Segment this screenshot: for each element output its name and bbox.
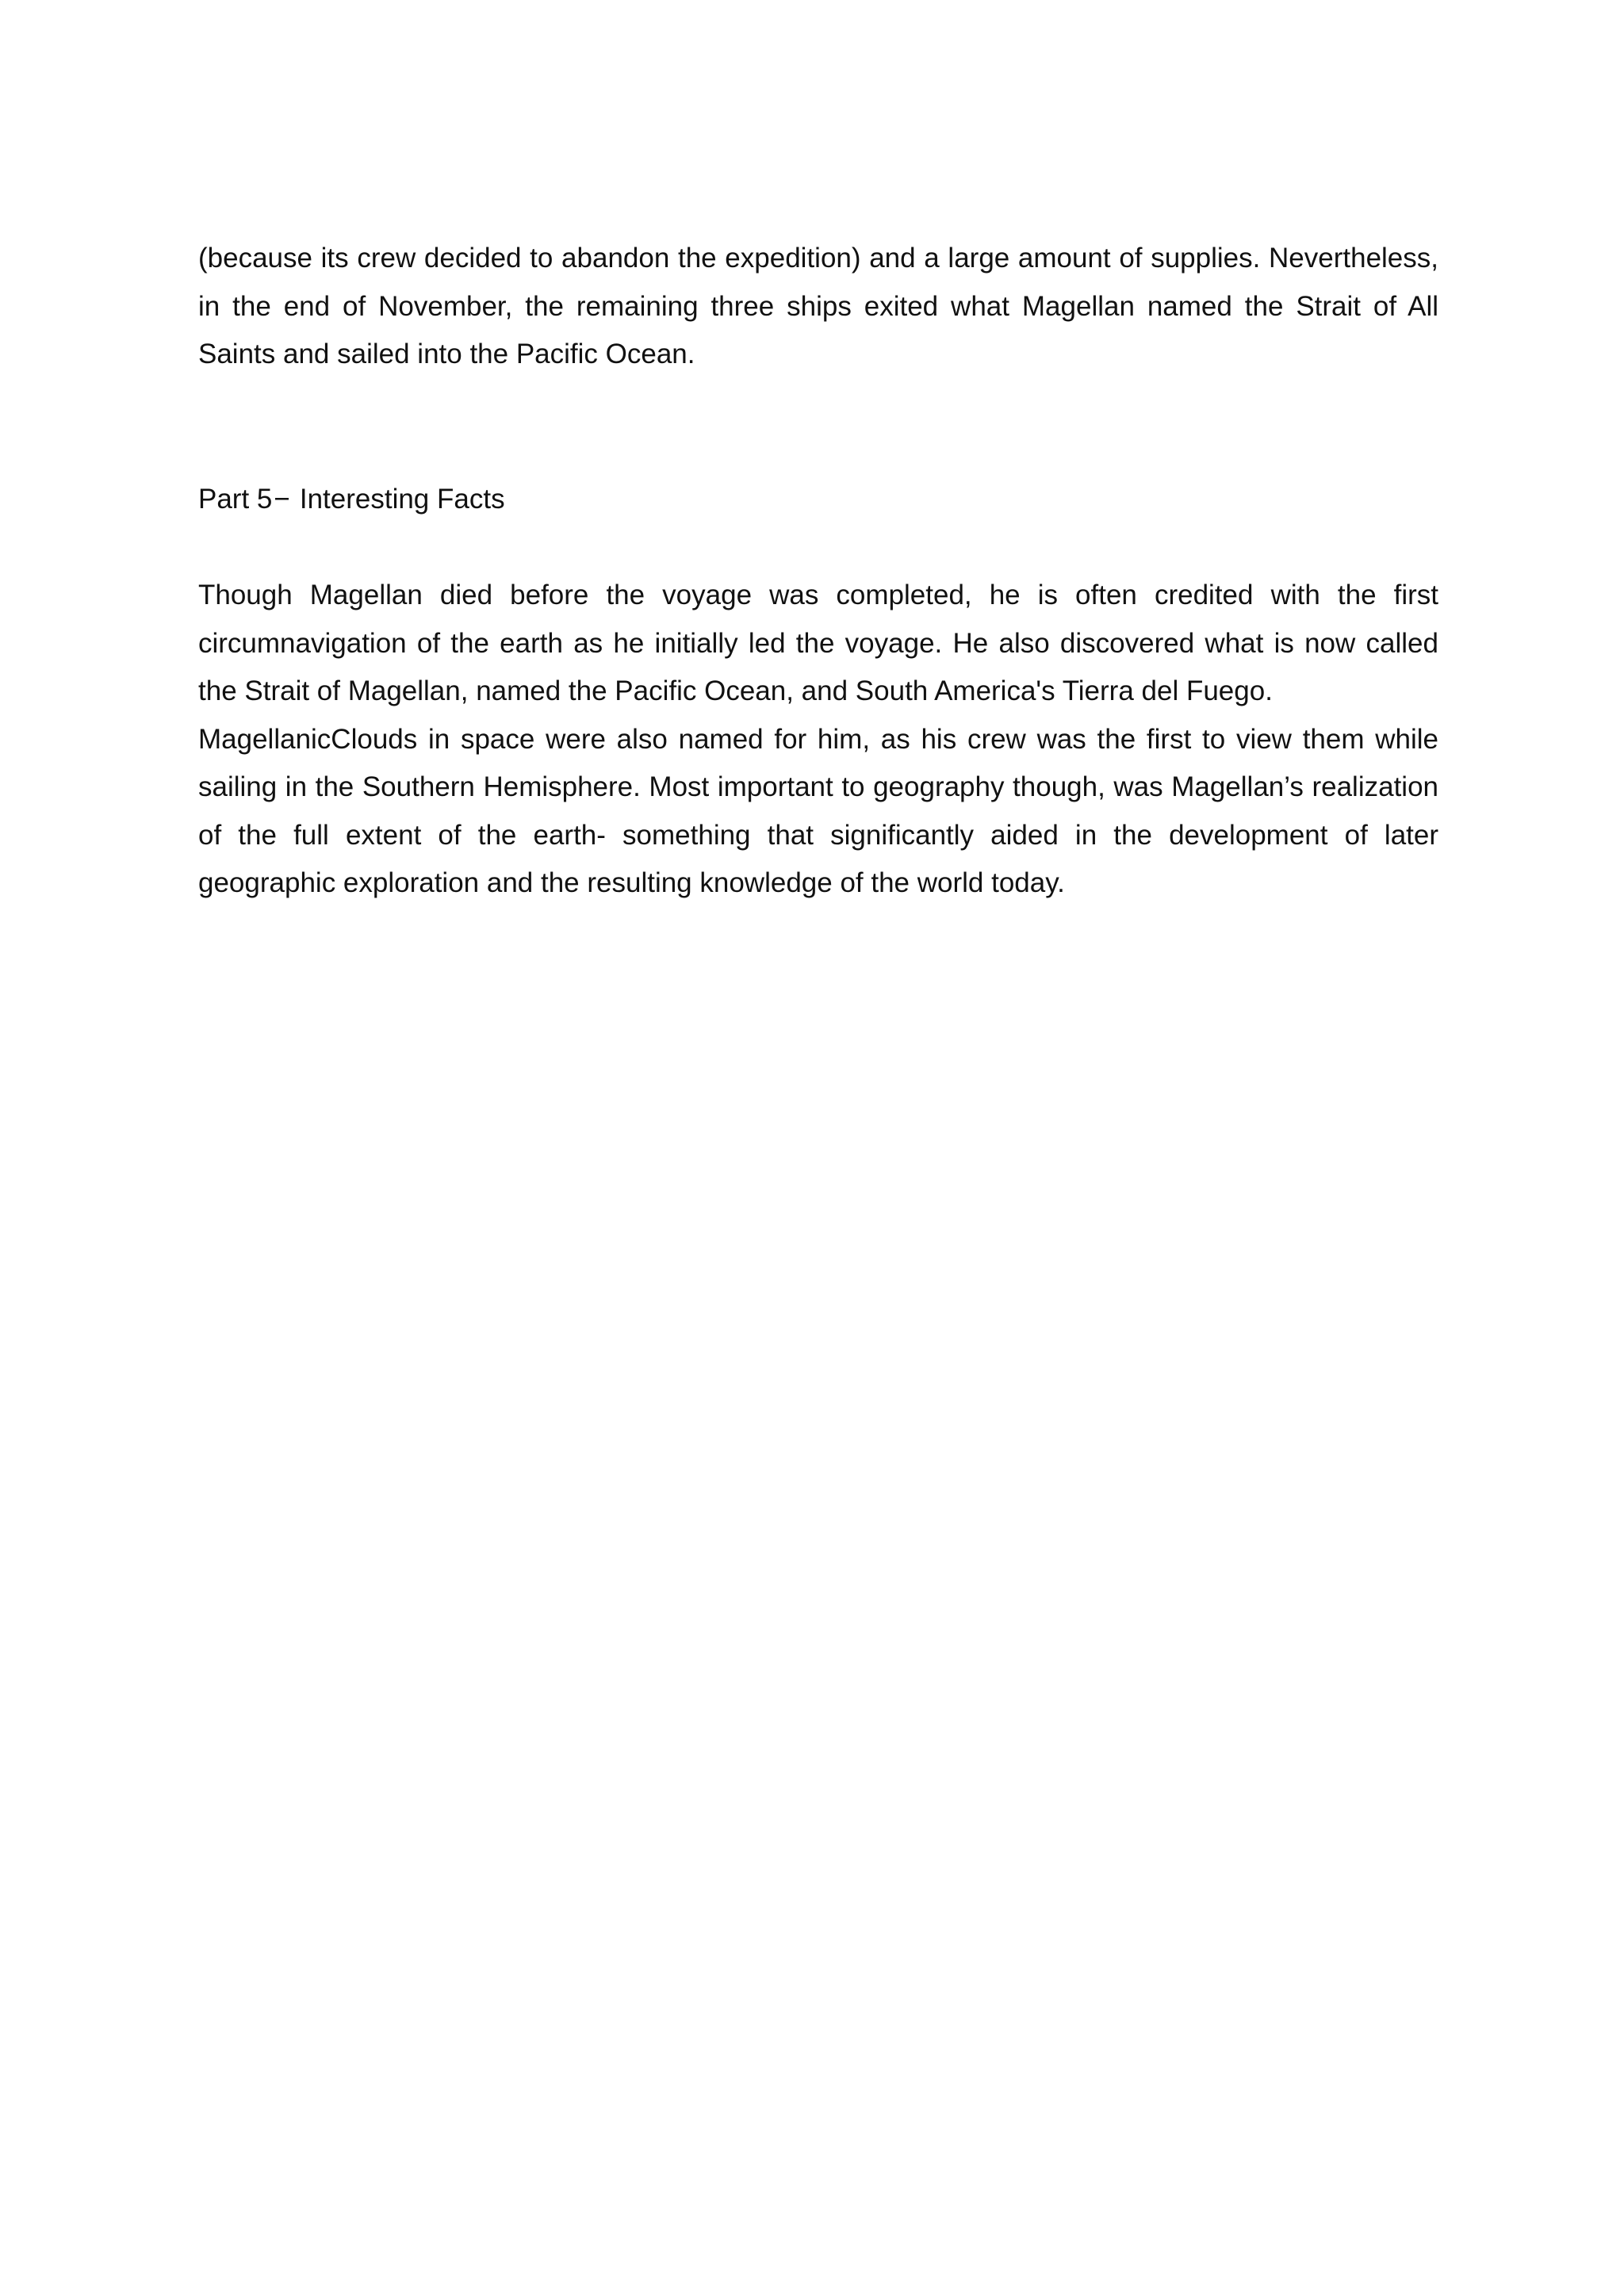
section-heading-part: Part 5 bbox=[198, 484, 273, 515]
section-heading bbox=[198, 476, 1438, 524]
section-heading-block bbox=[198, 476, 1438, 524]
facts-section bbox=[198, 572, 1438, 908]
section-heading-dash: − bbox=[274, 484, 290, 515]
continuation-paragraph: (because its crew decided to abandon the expedition) and a large amount of supplies. Nevertheless, in the end of November, the remaining three ships exited what Magellan named the Strait of All Saints and sailed into the Pacific Ocean. bbox=[198, 243, 1438, 369]
facts-paragraph-2: MagellanicClouds in space were also named for him, as his crew was the first to view them while sailing in the Southern Hemisphere. Most important to geography though, was Magellan’s realization of the full extent of the earth- something that significantly aided in the development of later geographic exploration and the resulting knowledge of the world today. bbox=[198, 723, 1438, 898]
continuation-section bbox=[198, 235, 1438, 379]
facts-paragraph-1: Though Magellan died before the voyage was completed, he is often credited with the first circumnavigation of the earth as he initially led the voyage. He also discovered what is now called the Strait of Magellan, named the Pacific Ocean, and South America's Tierra del Fuego. bbox=[198, 580, 1438, 706]
section-heading-title: Interesting Facts bbox=[299, 484, 505, 515]
